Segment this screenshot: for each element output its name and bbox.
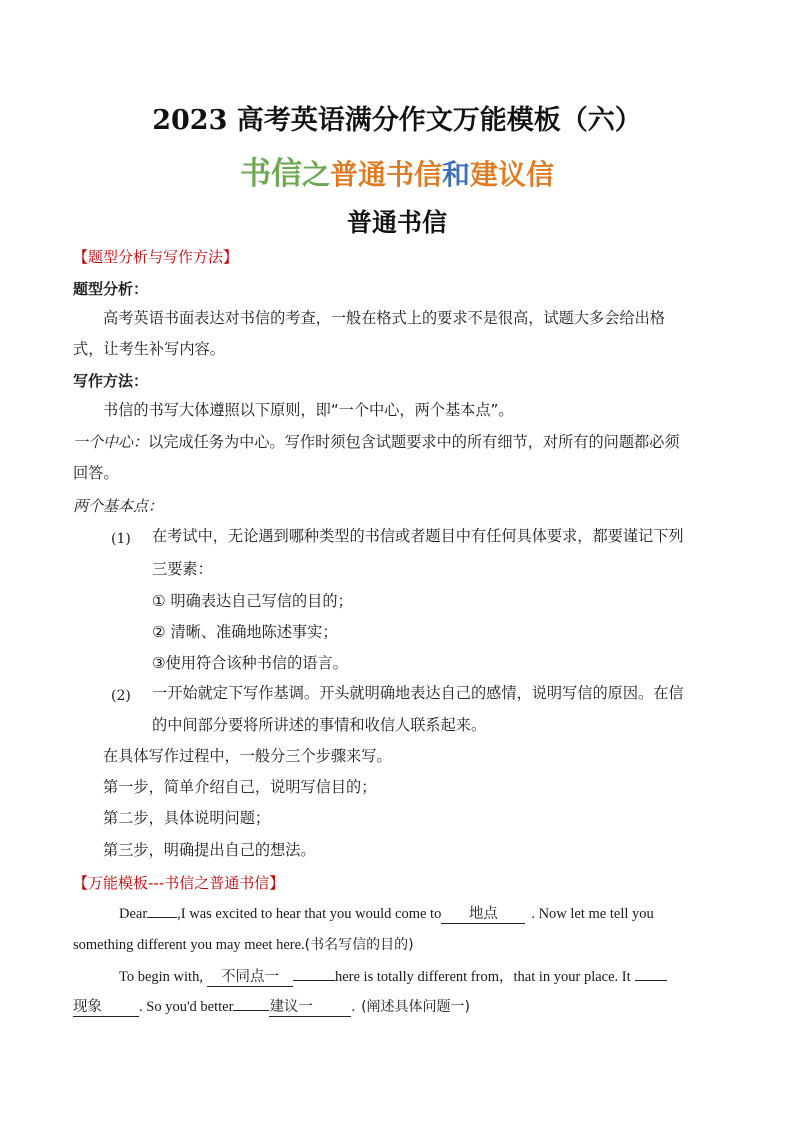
recipient-blank xyxy=(147,903,177,918)
one-center-text: 以完成任务为中心。写作时须包含试题要求中的所有细节，对所有的问题都必须 xyxy=(148,433,680,451)
template-line-1-end: . Now let me tell you xyxy=(531,906,654,922)
difference-1-blank: 不同点一 xyxy=(207,968,293,987)
one-center-line xyxy=(73,427,680,458)
writing-method-text: 书信的书写大体遵照以下原则，即“一个中心，两个基本点”。 xyxy=(103,401,514,419)
section-title: 普通书信 xyxy=(346,208,447,237)
element-3: ③使用符合该种书信的语言。 xyxy=(152,654,348,672)
point-1-text-1: 在考试中，无论遇到哪种类型的书信或者题目中有任何具体要求，都要谨记下列 xyxy=(152,527,684,545)
step-1: 第一步，简单介绍自己，说明写信目的； xyxy=(103,778,377,796)
subtitle-suggestion-letter: 建议信 xyxy=(470,158,555,191)
template-line-1-text: ,I was excited to hear that you would come to xyxy=(177,906,442,922)
suggestion-1-blank: 建议一 xyxy=(269,998,351,1017)
difference-1-blank-tail xyxy=(293,966,335,981)
subtitle-ordinary-letter: 普通书信 xyxy=(329,158,442,191)
template-line-3 xyxy=(119,965,667,987)
template-problem-note: (阐述具体问题一) xyxy=(361,999,470,1015)
phenomenon-blank: 现象 xyxy=(73,998,139,1017)
point-1-number: (1) xyxy=(111,531,131,547)
type-analysis-label: 题型分析： xyxy=(73,280,149,298)
point-2-text-1: 一开始就定下写作基调。开头就明确地表达自己的感情，说明写信的原因。在信 xyxy=(152,684,684,702)
step-2: 第二步，具体说明问题； xyxy=(103,809,271,827)
template-line-2-text: something different you may meet here. xyxy=(73,937,305,953)
point-2-text-2: 的中间部分要将所讲述的事情和收信人联系起来。 xyxy=(152,716,487,734)
subtitle-and: 和 xyxy=(442,158,471,191)
step-3: 第三步，明确提出自己的想法。 xyxy=(103,841,316,859)
template-line-4-period: . xyxy=(351,999,356,1015)
template-line-2 xyxy=(73,934,414,954)
type-analysis-text-1: 高考英语书面表达对书信的考查，一般在格式上的要求不是很高，试题大多会给出格 xyxy=(103,309,665,327)
one-center-text-2: 回答。 xyxy=(73,464,119,482)
subtitle-of: 之 xyxy=(301,158,330,191)
analysis-header: 【题型分析与写作方法】 xyxy=(73,248,239,266)
point-2-number: (2) xyxy=(111,688,131,704)
document-subtitle xyxy=(0,148,794,193)
template-line-1 xyxy=(119,903,654,924)
suggestion-blank-lead xyxy=(233,996,269,1011)
place-blank: 地点 xyxy=(441,905,525,924)
element-1: ① 明确表达自己写信的目的； xyxy=(152,592,353,610)
template-dear: Dear xyxy=(119,906,148,922)
writing-method-label: 写作方法： xyxy=(73,372,149,390)
type-analysis-text-2: 式，让考生补写内容。 xyxy=(73,340,225,358)
template-line-4 xyxy=(73,996,470,1017)
template-purpose-note: (书名写信的目的) xyxy=(304,937,414,953)
point-1-text-2: 三要素： xyxy=(152,560,213,578)
template-line-4-text: . So you'd better xyxy=(139,999,234,1015)
steps-intro: 在具体写作过程中，一般分三个步骤来写。 xyxy=(103,747,392,765)
template-line-3-start: To begin with, xyxy=(119,969,203,985)
it-blank xyxy=(635,966,667,981)
template-line-3-text: here is totally different from，that in your place. It xyxy=(334,969,631,985)
template-header: 【万能模板---书信之普通书信】 xyxy=(73,874,285,892)
element-2: ② 清晰、准确地陈述事实； xyxy=(152,623,338,641)
one-center-label: 一个中心： xyxy=(73,433,149,451)
two-points-label: 两个基本点： xyxy=(73,497,164,515)
document-title: 2023 高考英语满分作文万能模板（六） xyxy=(152,105,642,136)
subtitle-letters: 书信 xyxy=(239,156,302,192)
